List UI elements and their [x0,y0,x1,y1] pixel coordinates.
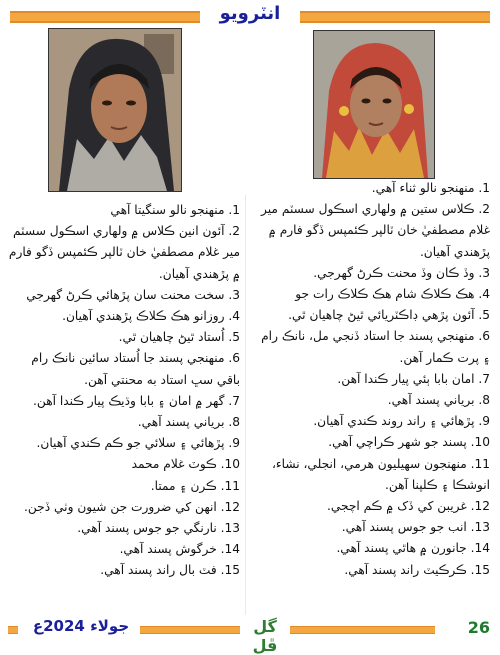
answer-number: 7. [478,371,490,386]
answer-number: 7. [228,393,240,408]
answer-number: 13. [220,521,240,536]
answer-item [252,326,490,368]
answer-text: روزانو هڪ ڪلاڪ پڙهندي آهيان. [62,309,225,324]
answer-item [252,263,490,284]
answer-text: پڙهائي ۽ راند روند ڪندي آهيان. [313,414,475,429]
answer-text: پڙهائي ۽ سلائي جو ڪم ڪندي آهيان. [36,436,225,451]
header-bar-right [300,11,490,23]
answer-item [8,412,240,433]
column-divider [245,195,246,615]
answer-number: 9. [228,436,240,451]
answer-item [252,199,490,263]
answer-item [8,200,240,221]
answer-item [252,369,490,390]
answer-number: 6. [478,329,490,344]
answer-text: گهر ۾ امان ۽ بابا وڌيڪ پيار ڪندا آهن. [33,393,225,408]
answer-item [8,518,240,539]
answer-number: 10. [470,435,490,450]
answer-item [252,305,490,326]
answer-number: 5. [228,330,240,345]
answer-text: سخت محنت سان پڙهائي ڪرڻ گهرجي [26,287,225,302]
answer-item [8,348,240,390]
answer-item [252,517,490,538]
answer-number: 8. [228,415,240,430]
answer-number: 14. [470,541,490,556]
header-bar-left [10,11,200,23]
answer-text: برياني پسند آهي. [387,393,475,408]
page-number: 26 [467,618,490,637]
answer-text: آئون پڙهي ڊاڪٽريائي ٿيڻ چاهيان ٿي. [288,308,475,323]
answer-number: 9. [478,414,490,429]
answer-text: فٽ بال راند پسند آهي. [100,563,217,578]
answer-text: انب جو جوس پسند آهي. [341,520,467,535]
answer-number: 11. [220,478,240,493]
answer-item [8,221,240,285]
answer-number: 12. [220,499,240,514]
footer-bar-left [140,626,240,634]
answer-number: 14. [220,542,240,557]
answer-item [8,327,240,348]
page-footer [0,617,500,655]
answer-text: برياني پسند آهي. [137,415,225,430]
answer-text: اُستاد ٿيڻ چاهيان ٿي. [118,330,225,345]
answer-number: 15. [470,562,490,577]
answer-number: 2. [228,224,240,239]
answer-text: ڪرن ۽ ممتا. [150,478,217,493]
answer-item [8,560,240,581]
answer-text: منهنجو نالو سنگيتا آهي [110,203,225,217]
page-header [10,5,490,25]
answer-number: 4. [478,287,490,302]
answer-text: منهنجو نالو ثناء آهي. [371,181,475,195]
answer-number: 1. [478,181,490,195]
issue-date: جولاء 2024ع [32,617,130,635]
answer-text: منهنجي پسند جا اُستاد سائين نانڪ رام باقي سڀ استاد به محنتي آهن. [31,351,240,387]
answer-number: 6. [228,351,240,366]
answer-text: انهن کي ضرورت جن شيون وٺي ڏجن. [24,499,217,514]
footer-bar-right [290,626,435,634]
answer-text: امان بابا ٻئي پيار ڪندا آهن. [337,371,475,386]
answer-number: 8. [478,393,490,408]
answer-item [8,497,240,518]
answer-text: منهنجي پسند جا استاد ڏنجي مل، نانڪ رام ۽ پرت ڪمار آهن. [261,329,490,365]
answer-item [252,284,490,305]
answer-text: پسند جو شهر ڪراچي آهي. [328,435,467,450]
answer-number: 11. [470,456,490,471]
answer-item [252,454,490,496]
answer-text: وڏ ڪان وڏ محنت ڪرڻ گهرجي. [313,265,475,280]
answer-text: آئون انين ڪلاس ۾ ولهاري اسڪول سسٽم مير غلام مصطفيٰ خان ٽالپر ڪئمپس ڏگو فارم ۾ پڙهندي آهيان. [8,224,240,281]
answer-text: غريبن کي ڏک ۾ ڪم اچجي. [326,499,467,514]
answer-item [252,538,490,559]
answer-text: هڪ ڪلاڪ شام هڪ ڪلاڪ رات جو [295,287,475,302]
answer-item [252,496,490,517]
interviewee-photo-sangeeta [48,28,182,192]
answer-item [252,178,490,199]
answer-text: ڪلاس ستين ۾ ولهاري اسڪول سسٽم مير غلام مصطفيٰ خان ٽالپر ڪئمپس ڏگو فارم ۾ پڙهندي آهيان. [261,202,490,259]
answer-number: 1. [228,203,240,217]
answer-number: 3. [228,287,240,302]
answer-item [8,306,240,327]
answer-text: نارنگي جو جوس پسند آهي. [77,521,217,536]
answers-column-sangeeta [8,200,240,582]
answer-item [252,560,490,581]
magazine-name: گل ڦل [252,617,278,655]
answer-number: 15. [220,563,240,578]
answer-item [8,391,240,412]
answer-item [252,411,490,432]
footer-bar-small [8,626,18,634]
answer-item [8,433,240,454]
answer-number: 12. [470,499,490,514]
answer-item [252,390,490,411]
answer-item [252,432,490,453]
answer-number: 2. [478,202,490,217]
answer-text: ڪرڪيٽ راند پسند آهي. [344,562,467,577]
answer-number: 3. [478,265,490,280]
answer-item [8,454,240,475]
answer-item [8,476,240,497]
answer-text: جانورن ۾ هاٿي پسند آهي. [336,541,467,556]
answer-item [8,539,240,560]
answer-text: منهنجون سهيليون هرمي، انجلي، نشاء، انوشڪا ۽ ڪلپنا آهن. [271,456,490,492]
answer-number: 4. [228,309,240,324]
answer-number: 13. [470,520,490,535]
answer-number: 10. [220,457,240,472]
interviewee-photo-sana [313,30,435,179]
answer-text: ڪوٽ غلام محمد [131,457,217,472]
answer-number: 5. [478,308,490,323]
section-title: انٽرويو [219,3,281,24]
answers-column-sana [252,178,490,581]
answer-item [8,285,240,306]
answer-text: خرگوش پسند آهي. [119,542,217,557]
